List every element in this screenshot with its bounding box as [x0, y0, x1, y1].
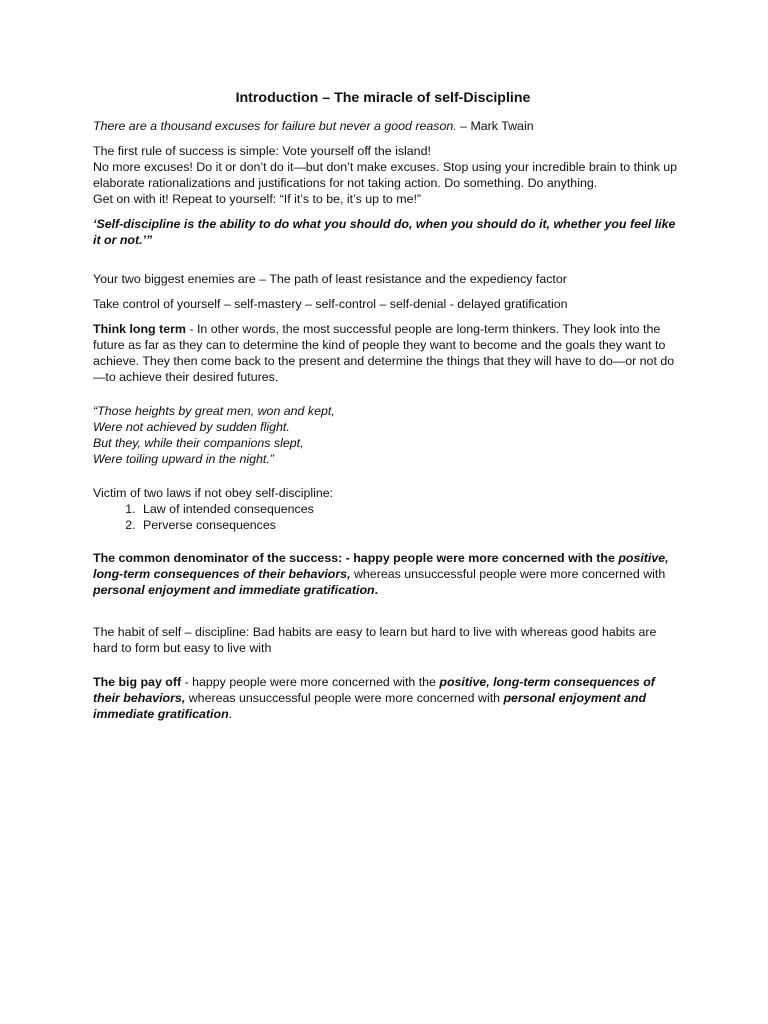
long-term-paragraph [93, 321, 683, 385]
habit-paragraph: The habit of self – discipline: Bad habits are easy to learn but hard to live with whereas good habits are hard to form but easy to live with [93, 625, 657, 655]
first-rule-line: The first rule of success is simple: Vote yourself off the island! [93, 144, 431, 158]
long-term-text: - In other words, the most successful people are long-term thinkers. They look into the future as far as they can to determine the kind of people they want to become and the goals they want to achieve. They then come back to the present and determine the things that they will have to do—or not do—to achieve their desired futures. [93, 322, 675, 384]
payoff-label: The big pay off [93, 675, 182, 689]
spacer [93, 476, 683, 485]
page-title: Introduction – The miracle of self-Discipline [235, 90, 531, 106]
payoff-text-2: whereas unsuccessful people were more concerned with [185, 691, 504, 705]
definition-quote: ‘Self-discipline is the ability to do what you should do, when you should do it, whether you feel like it or not.’” [93, 217, 676, 247]
denominator-emphasis-2: personal enjoyment and immediate gratification [93, 583, 375, 597]
list-item: 1. Law of intended consequences [139, 501, 683, 517]
payoff-end: . [228, 707, 233, 721]
document-body [93, 88, 683, 731]
denominator-emphasis: positive, long-term consequences of their behaviors, [93, 551, 669, 581]
first-rule-block [93, 143, 683, 207]
epigraph-text: There are a thousand excuses for failure but never a good reason. [93, 119, 457, 133]
poem-line: “Those heights by great men, won and kept, [93, 404, 335, 418]
spacer [93, 607, 683, 624]
spacer [93, 394, 683, 403]
control-paragraph: Take control of yourself – self-mastery – self-control – self-denial - delayed gratification [93, 297, 568, 311]
victim-intro: Victim of two laws if not obey self-discipline: [93, 486, 334, 500]
get-on-line: Get on with it! Repeat to yourself: “If it’s to be, it’s up to me!” [93, 192, 422, 206]
epigraph [93, 118, 683, 134]
no-excuses-line: No more excuses! Do it or don’t do it—but don’t make excuses. Stop using your incredible brain to think up elaborate rationalizations and justifications for not taking action. Do something. Do anything. [93, 160, 678, 190]
list-item: 2. Perverse consequences [139, 517, 683, 533]
denominator-paragraph [93, 550, 683, 598]
spacer [93, 257, 683, 271]
poem-line: Were not achieved by sudden flight. [93, 420, 290, 434]
denominator-text: whereas unsuccessful people were more concerned with [350, 567, 666, 581]
payoff-emphasis: positive, long-term consequences of their behaviors, [93, 675, 655, 705]
long-term-label: Think long term [93, 322, 186, 336]
spacer [93, 665, 683, 674]
payoff-text: - happy people were more concerned with the [181, 675, 440, 689]
payoff-emphasis-2: personal enjoyment and immediate gratification [93, 691, 647, 721]
denominator-end: . [374, 583, 379, 597]
victim-block [93, 485, 683, 533]
denominator-label: The common denominator of the success: - happy people were more concerned with the [93, 551, 619, 565]
poem [93, 403, 683, 467]
payoff-paragraph [93, 674, 683, 722]
poem-line: Were toiling upward in the night.” [93, 452, 274, 466]
epigraph-author: – Mark Twain [456, 119, 534, 133]
spacer [93, 533, 683, 550]
enemies-paragraph: Your two biggest enemies are – The path of least resistance and the expediency factor [93, 272, 567, 286]
laws-list [93, 501, 683, 533]
poem-line: But they, while their companions slept, [93, 436, 304, 450]
